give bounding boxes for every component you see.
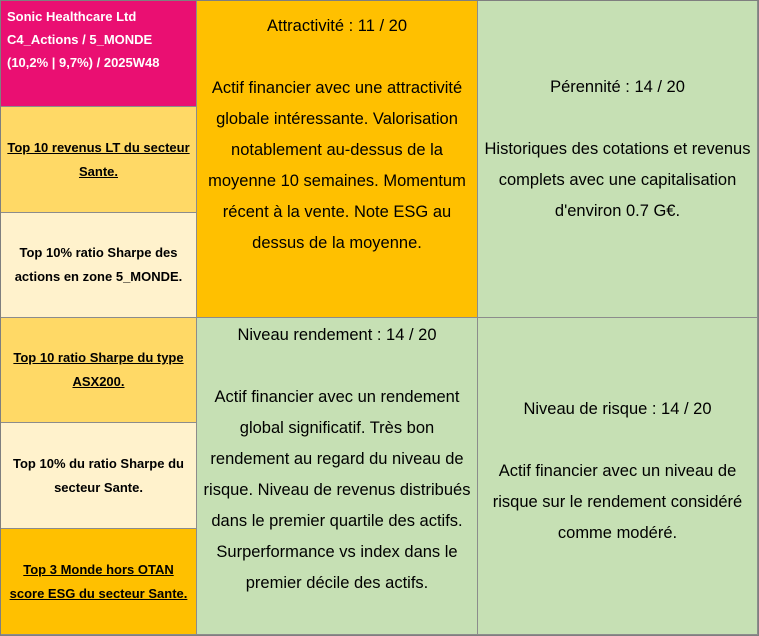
rank-cell-4: [1, 423, 197, 529]
rendement-cell: [197, 318, 478, 635]
asset-name: Sonic Healthcare Ltd: [7, 9, 137, 24]
risque-cell: [478, 318, 758, 635]
risque-body: Actif financier avec un niveau de risque sur le rendement considéré comme modéré.: [492, 461, 743, 542]
rank-label-4: Top 10% du ratio Sharpe du secteur Sante.: [13, 455, 184, 495]
rank-label-2: Top 10% ratio Sharpe des actions en zone 5_MONDE.: [14, 245, 183, 284]
perennite-body: Historiques des cotations et revenus complets avec une capitalisation d'environ 0.7 G€.: [484, 139, 751, 220]
attractivite-cell: [197, 1, 478, 318]
rendement-title: Niveau rendement : 14 / 20: [237, 326, 437, 344]
rank-label-3: Top 10 ratio Sharpe du type ASX200.: [13, 350, 184, 389]
perennite-cell: [478, 1, 758, 318]
rank-label-5: Top 3 Monde hors OTAN score ESG du secteur Sante.: [9, 561, 188, 601]
asset-stats: (10,2% | 9,7%) / 2025W48: [7, 55, 160, 70]
rank-cell-1: [1, 107, 197, 213]
rank-cell-2: [1, 213, 197, 318]
rendement-body: Actif financier avec un rendement global significatif. Très bon rendement au regard du niveau de risque. Niveau de revenus distribués dans le premier quartile des actifs. Surperformance vs index dans le premier décile des actifs.: [203, 388, 471, 592]
rank-cell-5: [1, 529, 197, 635]
asset-category: C4_Actions / 5_MONDE: [7, 32, 153, 47]
asset-header: [1, 1, 197, 107]
perennite-title: Pérennité : 14 / 20: [550, 77, 685, 96]
rank-label-1: Top 10 revenus LT du secteur Sante.: [7, 139, 190, 179]
attractivite-body: Actif financier avec une attractivité globale intéressante. Valorisation notablement au-dessus de la moyenne 10 semaines. Momentum récent à la vente. Note ESG au dessus de la moyenne.: [208, 79, 466, 252]
risque-title: Niveau de risque : 14 / 20: [523, 399, 712, 418]
attractivite-title: Attractivité : 11 / 20: [266, 17, 407, 35]
rank-cell-3: [1, 318, 197, 423]
